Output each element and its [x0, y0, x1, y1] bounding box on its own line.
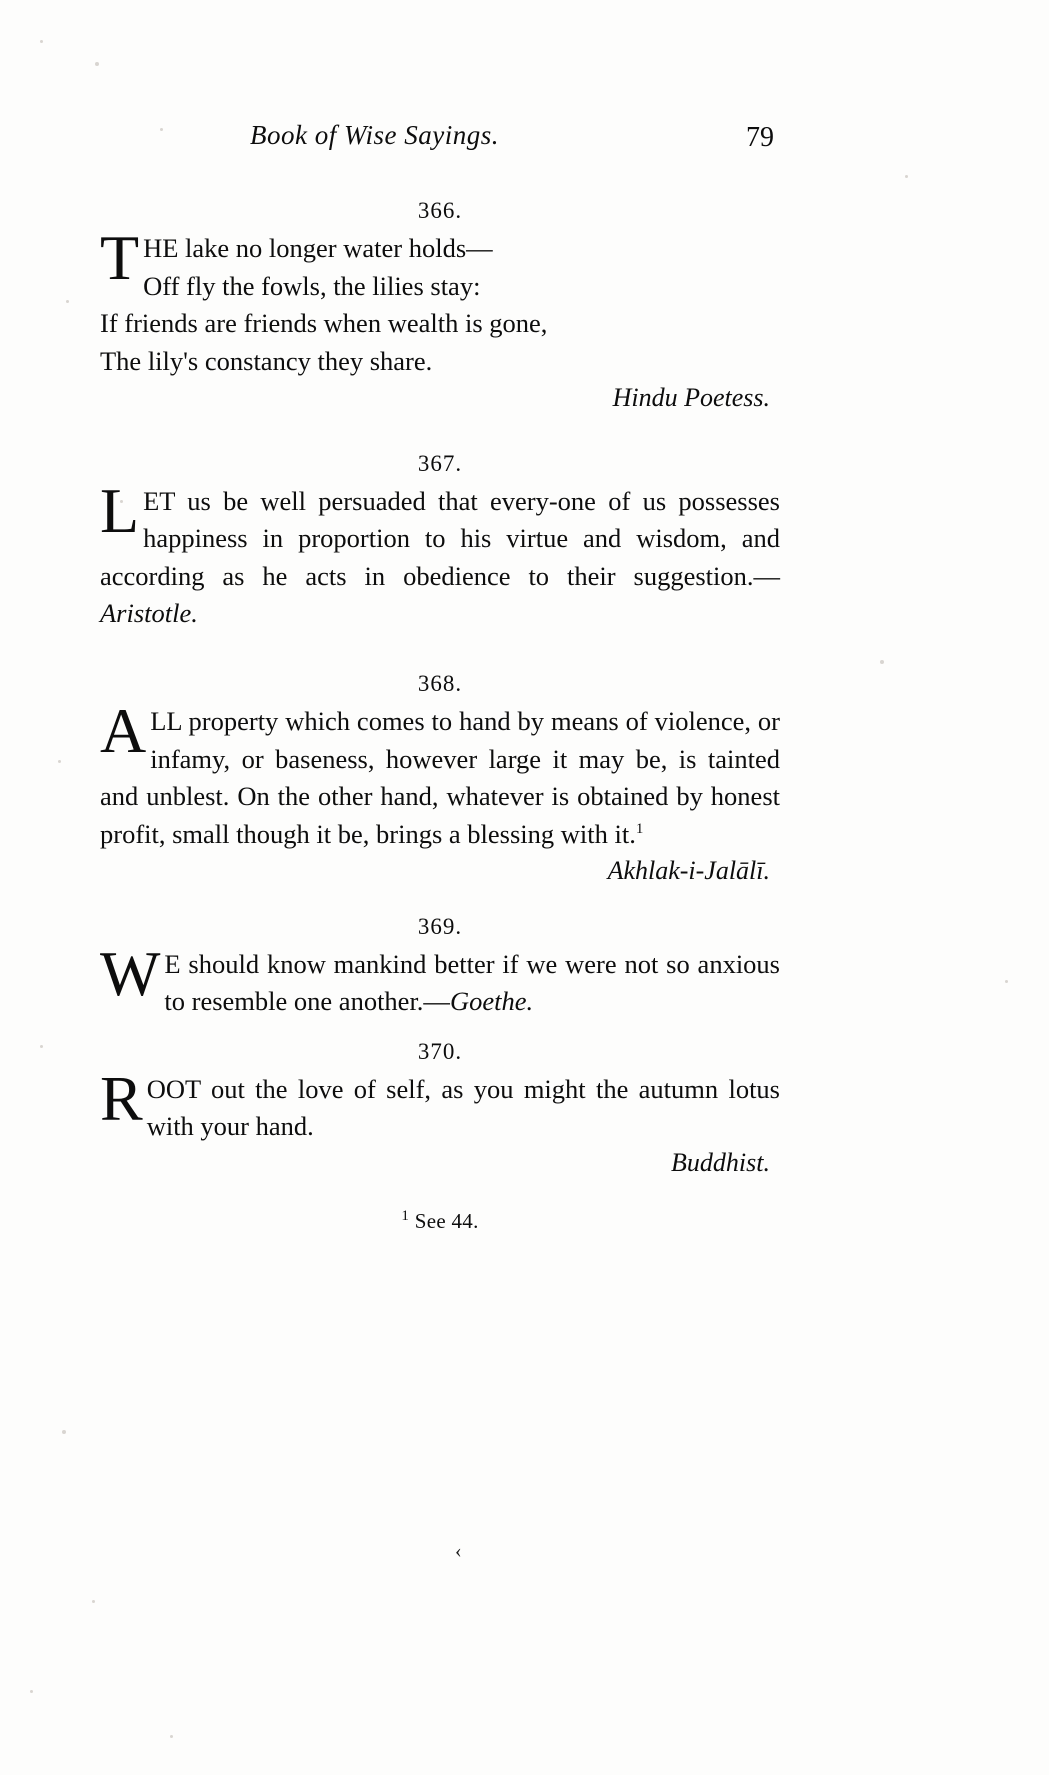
entry-verse	[100, 222, 780, 381]
entry-attribution: Buddhist.	[671, 1148, 770, 1177]
drop-cap: L	[100, 474, 140, 546]
spacer	[100, 1182, 780, 1208]
drop-cap: T	[100, 222, 140, 293]
paper-speck	[95, 62, 99, 66]
entry-367	[100, 451, 780, 634]
spacer	[100, 417, 780, 451]
paper-speck	[40, 1045, 43, 1048]
entry-body: ET us be well persuaded that every-one of us possesses happiness in proportion to his virtue and wisdom, and according as he acts in obedience to their suggestion.—	[100, 485, 780, 591]
paper-speck	[880, 660, 884, 664]
running-head-title: Book of Wise Sayings.	[250, 120, 499, 150]
paper-speck	[66, 300, 69, 303]
paper-speck	[1005, 980, 1008, 983]
entry-inline-attribution: Aristotle.	[100, 598, 198, 629]
entry-text	[100, 695, 780, 854]
entry-inline-attribution: Goethe.	[449, 986, 534, 1017]
footnote-marker: 1	[635, 821, 644, 838]
drop-cap: A	[100, 695, 147, 766]
entry-text	[100, 937, 780, 1021]
entry-body: E should know mankind better if we were not so anxious to resemble one another.—	[164, 948, 780, 1017]
entry-number: 367.	[417, 450, 463, 476]
entry-368	[100, 671, 780, 886]
verse-line: The lily's constancy they share.	[100, 345, 433, 376]
paper-speck	[30, 1690, 33, 1693]
drop-cap: W	[100, 937, 161, 1009]
entry-attribution: Akhlak-i-Jalālī.	[607, 855, 770, 885]
paper-speck	[92, 1600, 95, 1603]
verse-line: If friends are friends when wealth is gone,	[100, 308, 548, 339]
entry-number: 369.	[417, 913, 463, 939]
entry-number: 368.	[417, 671, 463, 696]
verse-line: Off fly the fowls, the lilies stay:	[143, 270, 481, 301]
entry-369	[100, 914, 780, 1021]
paper-speck	[905, 175, 908, 178]
entry-attribution: Hindu Poetess.	[612, 382, 770, 412]
entry-366	[100, 198, 780, 413]
verse-line: HE lake no longer water holds—	[143, 233, 493, 263]
paper-speck	[40, 40, 43, 43]
spacer	[100, 1025, 780, 1039]
entry-body: LL property which comes to hand by means of violence, or infamy, or baseness, however large it may be, is tainted and unblest. On the other hand, whatever is obtained by honest profit, small though it be, brings a blessing with it.	[100, 706, 780, 849]
spacer	[100, 890, 780, 914]
page-content	[100, 120, 780, 1234]
entry-body: OOT out the love of self, as you might the autumn lotus with your hand.	[146, 1073, 780, 1142]
entry-number: 370.	[417, 1038, 463, 1064]
footnote-marker: 1	[401, 1208, 410, 1224]
entry-text	[100, 474, 780, 634]
footnote-text: See 44.	[414, 1209, 479, 1233]
footnote	[100, 1208, 780, 1234]
page-number: 79	[746, 122, 774, 153]
signature-mark: ‹	[455, 1540, 462, 1562]
paper-speck	[170, 1735, 173, 1738]
entry-text	[100, 1062, 780, 1146]
drop-cap: R	[100, 1062, 143, 1134]
entry-number: 366.	[417, 198, 463, 223]
running-head	[100, 120, 780, 172]
entry-370	[100, 1039, 780, 1178]
paper-speck	[62, 1430, 66, 1434]
paper-speck	[58, 760, 61, 763]
spacer	[100, 637, 780, 671]
